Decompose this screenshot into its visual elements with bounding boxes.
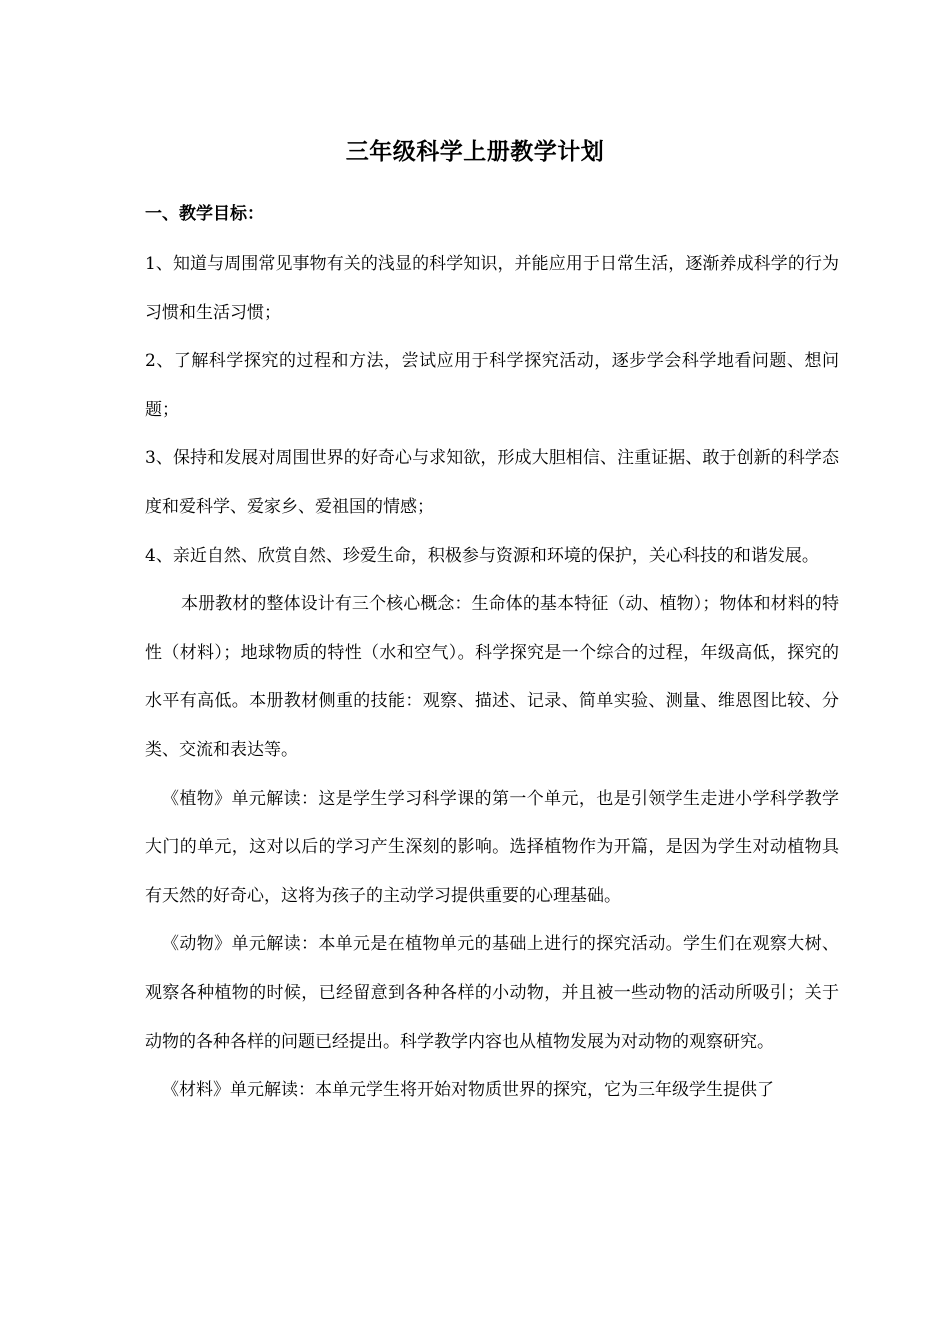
section-heading: 一、教学目标： xyxy=(145,204,264,224)
goal-item-1: 1、知道与周围常见事物有关的浅显的科学知识，并能应用于日常生活，逐渐养成科学的行为习惯和生活习惯； xyxy=(145,254,839,323)
textbook-overview-paragraph: 本册教材的整体设计有三个核心概念：生命体的基本特征（动、植物）；物体和材料的特性（材料）；地球物质的特性（水和空气）。科学探究是一个综合的过程，年级高低，探究的水平有高低。本册教材侧重的技能：观察、描述、记录、简单实验、测量、维恩图比较、分类、交流和表达等。 xyxy=(145,594,839,760)
document-body xyxy=(145,240,839,1115)
goal-item-4: 4、亲近自然、欣赏自然、珍爱生命，积极参与资源和环境的保护，关心科技的和谐发展。 xyxy=(145,545,819,566)
animals-unit-paragraph: 《动物》单元解读：本单元是在植物单元的基础上进行的探究活动。学生们在观察大树、观察各种植物的时候，已经留意到各种各样的小动物，并且被一些动物的活动所吸引；关于动物的各种各样的问题已经提出。科学教学内容也从植物发展为对动物的观察研究。 xyxy=(145,934,839,1052)
goal-item-3: 3、保持和发展对周围世界的好奇心与求知欲，形成大胆相信、注重证据、敢于创新的科学态度和爱科学、爱家乡、爱祖国的情感； xyxy=(145,448,839,517)
materials-unit-paragraph: 《材料》单元解读：本单元学生将开始对物质世界的探究，它为三年级学生提供了 xyxy=(162,1080,774,1101)
goal-item-2: 2、了解科学探究的过程和方法，尝试应用于科学探究活动，逐步学会科学地看问题、想问题； xyxy=(145,351,839,420)
plants-unit-paragraph: 《植物》单元解读：这是学生学习科学课的第一个单元，也是引领学生走进小学科学教学大门的单元，这对以后的学习产生深刻的影响。选择植物作为开篇，是因为学生对动植物具有天然的好奇心，这将为孩子的主动学习提供重要的心理基础。 xyxy=(145,788,839,906)
document-title: 三年级科学上册教学计划 xyxy=(345,138,605,165)
